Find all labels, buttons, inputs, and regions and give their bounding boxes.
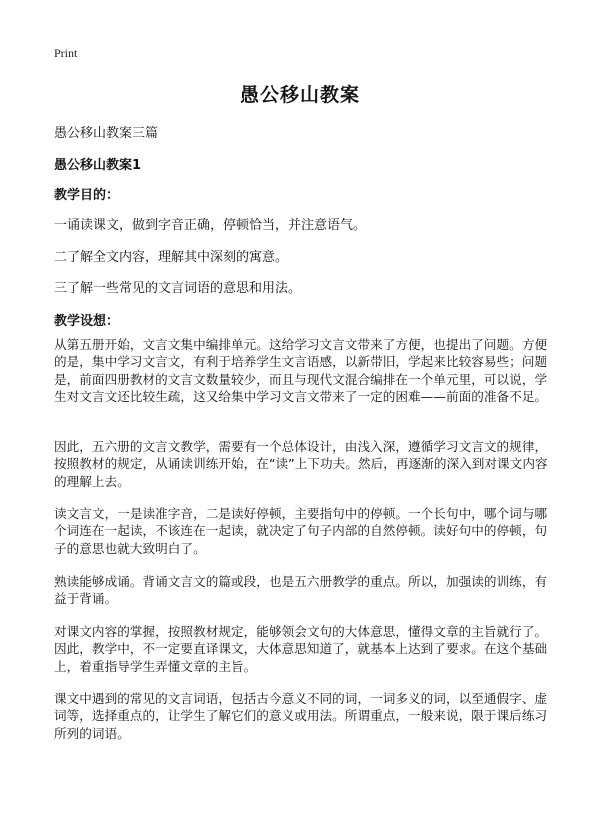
body-paragraph: 从第五册开始，文言文集中编排单元。这给学习文言文带来了方便，也提出了问题。方便的是，集中学习文言文，有利于培养学生文言语感，以新带旧，学起来比较容易些；问题是，前面四册教材的文言文数量较少，而且与现代文混合编排在一个单元里，可以说，学生对文言文还比较生疏，这又给集中学习文言文带来了一定的困难——前面的准备不足。 xyxy=(54,337,548,405)
body-paragraph: 因此，五六册的文言文教学，需要有一个总体设计，由浅入深，遵循学习文言文的规律，按照教材的规定，从诵读训练开始，在“读”上下功夫。然后，再逐渐的深入到对课文内容的理解上去。 xyxy=(54,439,548,489)
goal-item: 三了解一些常见的文言词语的意思和用法。 xyxy=(54,281,302,296)
goal-item: 一诵读课文，做到字音正确，停顿恰当，并注意语气。 xyxy=(54,218,367,233)
goal-item: 二了解全文内容，理解其中深刻的寓意。 xyxy=(54,250,289,265)
part1-heading: 愚公移山教案1 xyxy=(54,158,142,173)
body-paragraph: 课文中遇到的常见的文言词语，包括古今意义不同的词，一词多义的词，以至通假字、虚词等，选择重点的，让学生了解它们的意义或用法。所谓重点，一般来说，限于课后练习所列的词语。 xyxy=(54,691,548,741)
body-paragraph: 熟读能够成诵。背诵文言文的篇或段，也是五六册教学的重点。所以，加强读的训练，有益于背诵。 xyxy=(54,574,548,607)
design-heading: 教学设想： xyxy=(54,314,120,329)
print-label: Print xyxy=(54,46,78,60)
goals-heading: 教学目的： xyxy=(54,188,120,203)
body-paragraph: 读文言文，一是读准字音，二是读好停顿，主要指句中的停顿。一个长句中，哪个词与哪个词连在一起读，不该连在一起读，就决定了句子内部的自然停顿。读好句中的停顿，句子的意思也就大致明白了。 xyxy=(54,506,548,556)
document-subtitle: 愚公移山教案三篇 xyxy=(54,126,159,141)
body-paragraph: 对课文内容的掌握，按照教材规定，能够领会文句的大体意思，懂得文章的主旨就行了。因此，教学中，不一定要直译课文，大体意思知道了，就基本上达到了要求。在这个基础上，着重指导学生弄懂文章的主旨。 xyxy=(54,624,548,674)
page-title: 愚公移山教案 xyxy=(239,84,360,106)
